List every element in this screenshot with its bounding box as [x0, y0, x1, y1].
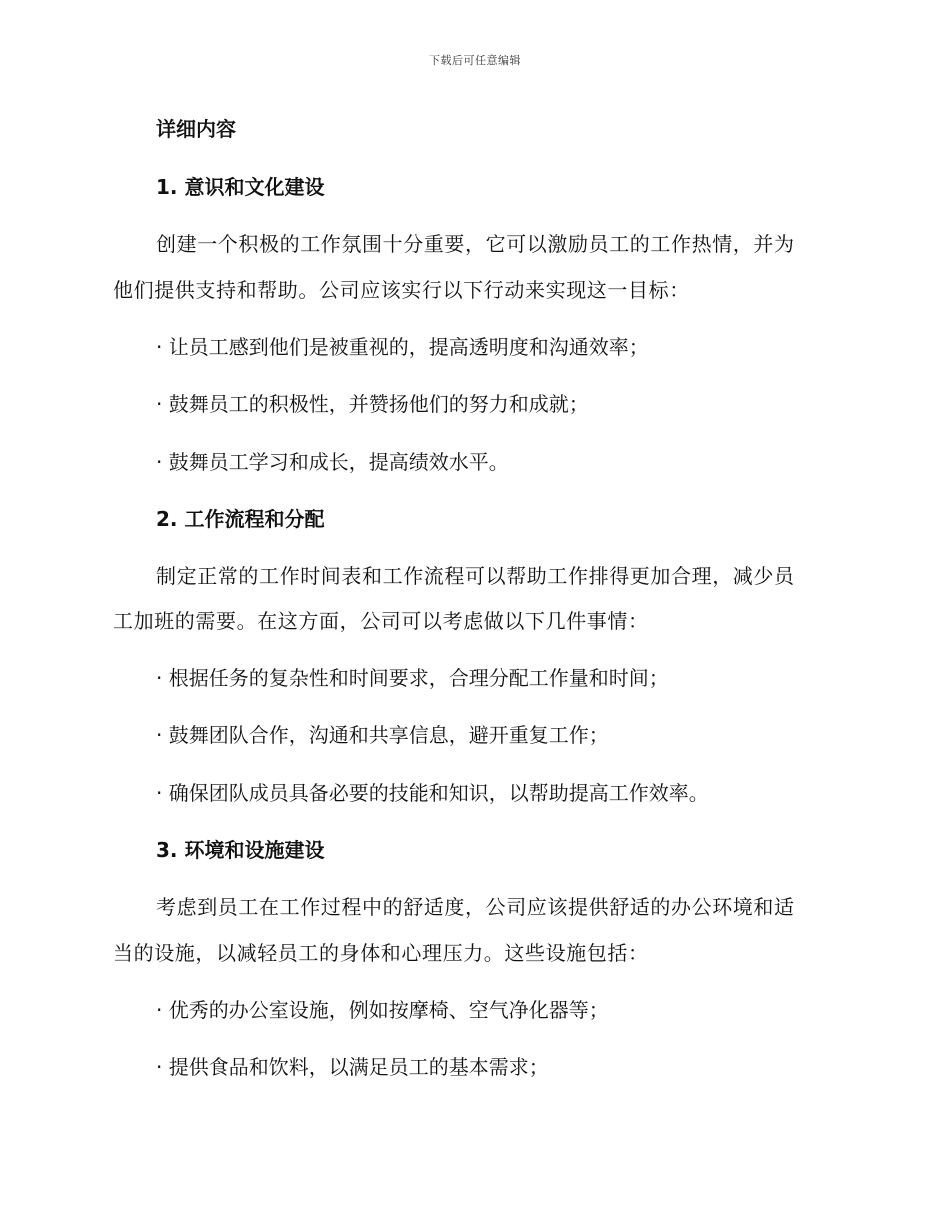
- section-1-bullet-2: · 鼓舞员工的积极性，并赞扬他们的努力和成就；: [156, 392, 589, 416]
- section-2-heading: 2. 工作流程和分配: [156, 507, 325, 531]
- section-3-paragraph-line-2: 当的设施，以减轻员工的身体和心理压力。这些设施包括：: [113, 941, 649, 965]
- section-2-bullet-2: · 鼓舞团队合作，沟通和共享信息，避开重复工作；: [156, 723, 609, 747]
- section-3-heading: 3. 环境和设施建设: [156, 838, 325, 862]
- section-3-paragraph-line-1: 考虑到员工在工作过程中的舒适度，公司应该提供舒适的办公环境和适: [156, 895, 795, 919]
- section-1-heading: 1. 意识和文化建设: [156, 175, 325, 199]
- section-1-paragraph-line-2: 他们提供支持和帮助。公司应该实行以下行动来实现这一目标：: [113, 278, 690, 302]
- section-2-bullet-3: · 确保团队成员具备必要的技能和知识，以帮助提高工作效率。: [156, 781, 709, 805]
- section-2-paragraph-line-1: 制定正常的工作时间表和工作流程可以帮助工作排得更加合理，减少员: [156, 564, 795, 588]
- section-2-paragraph-line-2: 工加班的需要。在这方面，公司可以考虑做以下几件事情：: [113, 609, 649, 633]
- section-1-bullet-1: · 让员工感到他们是被重视的，提高透明度和沟通效率；: [156, 335, 649, 359]
- main-heading: 详细内容: [156, 117, 236, 141]
- section-1-bullet-3: · 鼓舞员工学习和成长，提高绩效水平。: [156, 450, 509, 474]
- section-3-bullet-2: · 提供食品和饮料，以满足员工的基本需求；: [156, 1055, 549, 1079]
- section-1-paragraph-line-1: 创建一个积极的工作氛围十分重要，它可以激励员工的工作热情，并为: [156, 232, 795, 256]
- section-3-bullet-1: · 优秀的办公室设施，例如按摩椅、空气净化器等；: [156, 998, 609, 1022]
- section-2-bullet-1: · 根据任务的复杂性和时间要求，合理分配工作量和时间；: [156, 666, 669, 690]
- page-header: 下载后可任意编辑: [429, 54, 521, 67]
